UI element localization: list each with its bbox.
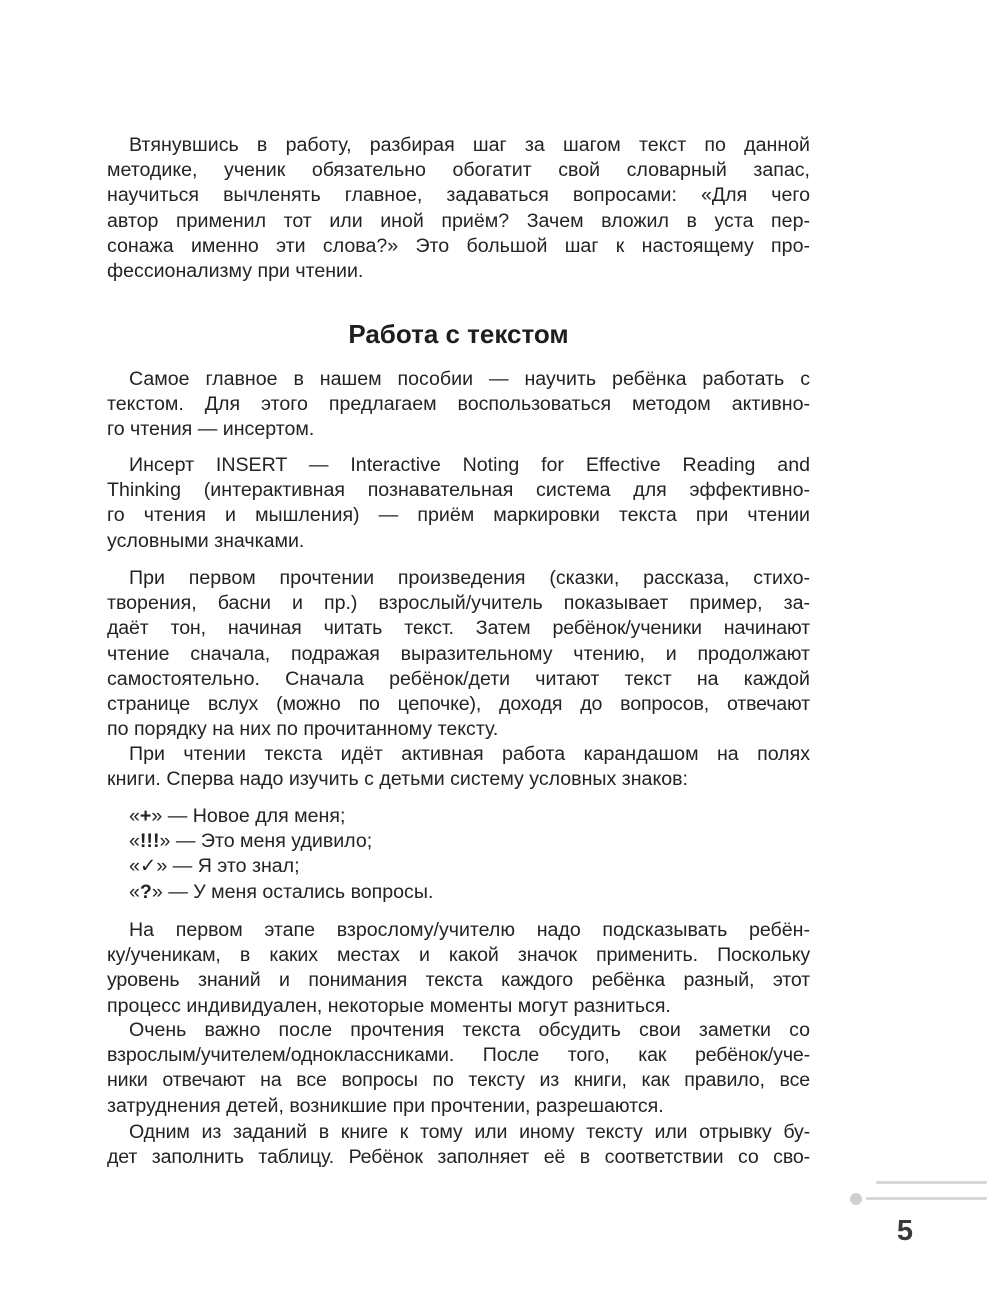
text-line: Инсерт INSERT — Interactive Noting for Effective Reading and <box>129 454 810 476</box>
mark-item-questions <box>107 880 810 905</box>
mark-description: — Я это знал; <box>167 855 300 878</box>
quote-close: » <box>151 880 163 903</box>
quote-open: « <box>129 830 140 853</box>
section-heading: Работа с текстом <box>348 319 569 349</box>
exclamation-mark: !!! <box>139 830 160 853</box>
marks-list <box>107 804 810 905</box>
text-line: странице вслух (можно по цепочке), доходя до вопросов, отвечают <box>107 692 810 715</box>
text-line: Thinking (интерактивная познавательная система для эффективно- <box>107 479 810 502</box>
paragraph-5 <box>107 918 810 1019</box>
text-line: самостоятельно. Сначала ребёнок/дети читают текст на каждой <box>107 667 810 690</box>
text-line: уровень знаний и понимания текста каждого ребёнка разный, этот <box>107 969 810 992</box>
mark-description: — У меня остались вопросы. <box>162 880 434 903</box>
paragraph-3 <box>107 566 810 742</box>
text-line: Одним из заданий в книге к тому или иному тексту или отрывку бу- <box>129 1121 810 1143</box>
mark-item-new <box>107 804 810 829</box>
text-line: При первом прочтении произведения (сказки, рассказа, стихо- <box>129 567 810 589</box>
paragraph-4 <box>107 742 810 792</box>
text-line: чтение сначала, подражая выразительному чтению, и продолжают <box>107 642 810 665</box>
quote-open: « <box>129 880 140 903</box>
intro-paragraph <box>107 133 810 284</box>
text-line: ники отвечают на все вопросы по тексту из книги, как правило, все <box>107 1069 810 1092</box>
text-line: условными значками. <box>107 529 305 552</box>
quote-open: « <box>129 855 140 878</box>
page-number: 5 <box>896 1215 914 1247</box>
paragraph-1 <box>107 367 810 443</box>
paragraph-2 <box>107 453 810 554</box>
mark-description: — Это меня удивило; <box>170 830 373 853</box>
text-line: текстом. Для этого предлагаем воспользоваться методом активно- <box>107 393 810 416</box>
decor-line-top <box>876 1181 987 1184</box>
text-line: фессионализму при чтении. <box>107 259 364 282</box>
text-line: взрослым/учителем/одноклассниками. После того, как ребёнок/уче- <box>107 1044 810 1067</box>
text-line: Самое главное в нашем пособии — научить ребёнка работать с <box>129 368 810 390</box>
text-line: го чтения и мышления) — приём маркировки текста при чтении <box>107 504 810 527</box>
text-line: Втянувшись в работу, разбирая шаг за шагом текст по данной <box>129 134 810 156</box>
text-line: На первом этапе взрослому/учителю надо подсказывать ребён- <box>129 919 810 941</box>
text-line: ку/ученикам, в каких местах и какой значок применить. Поскольку <box>107 944 810 967</box>
text-line: го чтения — инсертом. <box>107 418 315 441</box>
quote-open: « <box>129 805 140 827</box>
text-line: процесс индивидуален, некоторые моменты могут разниться. <box>107 994 671 1017</box>
mark-item-surprised <box>107 829 810 854</box>
text-line: методике, ученик обязательно обогатит свой словарный запас, <box>107 159 810 182</box>
question-mark: ? <box>139 880 152 903</box>
text-line: автор применил тот или иной приём? Зачем вложил в уста пер- <box>107 209 810 232</box>
mark-description: — Новое для меня; <box>162 805 346 827</box>
quote-close: » <box>151 805 163 827</box>
checkmark-icon: ✓ <box>139 855 157 878</box>
text-line: творения, басни и пр.) взрослый/учитель показывает пример, за- <box>107 592 810 615</box>
text-line: книги. Сперва надо изучить с детьми систему условных знаков: <box>107 768 688 791</box>
text-line: научиться вычленять главное, задаваться вопросами: «Для чего <box>107 184 810 207</box>
text-line: При чтении текста идёт активная работа карандашом на полях <box>129 743 810 765</box>
text-line: сонажа именно эти слова?» Это большой шаг к настоящему про- <box>107 234 810 257</box>
decor-dot <box>850 1193 862 1205</box>
text-line: Очень важно после прочтения текста обсудить свои заметки со <box>129 1019 810 1041</box>
plus-mark: + <box>139 805 152 827</box>
paragraph-7 <box>107 1120 810 1170</box>
text-line: даёт тон, начиная читать текст. Затем ребёнок/ученики начинают <box>107 617 810 640</box>
mark-item-known <box>107 854 810 879</box>
text-line: затруднения детей, возникшие при прочтении, разрешаются. <box>107 1094 664 1117</box>
decor-line-bottom <box>866 1197 987 1200</box>
paragraph-6 <box>107 1018 810 1119</box>
text-line: дет заполнить таблицу. Ребёнок заполняет её в соответствии со сво- <box>107 1146 810 1169</box>
text-line: по порядку на них по прочитанному тексту. <box>107 718 499 741</box>
quote-close: » <box>156 855 168 878</box>
quote-close: » <box>159 830 171 853</box>
